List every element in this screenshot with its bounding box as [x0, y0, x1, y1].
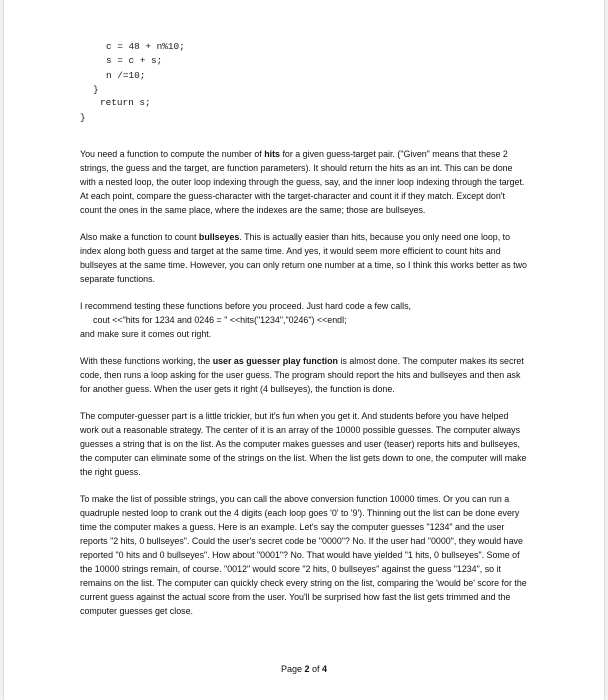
paragraph-possible-strings: To make the list of possible strings, you can call the above conversion function 10000 times. Or you can run a quadruple nested loop to crank out the 4 digits (each loop goes '0' to '9'). Thinning out the list can be done every time the computer makes a guess. Here is an example. Let's say the computer guesses "1234" and the user reports "2 hits, 0 bullseyes". Could the user's secret code be "0000"? No. If the user had "0000", they would have reported "0 hits and 0 bullseyes". How about "0001"? No. That would have yielded "1 hits, 0 bullseyes". Some of the 10000 strings remain, of course. "0012" would score "2 hits, 0 bullseyes" against the guess "1234", so it remains on the list. The computer can quickly check every string on the list, comparing the 'would be' score for the current guess against the actual score from the user. You'll be surprised how fast the list gets trimmed and the computer guesses get close.: [80, 494, 527, 616]
paragraph-text: for a given guess-target pair. ("Given" means that these 2 strings, the guess and the target, are function parameters). It should return the hits as an int. This can be done with a nested loop, the outer loop indexing through the guess, say, and the inner loop indexing through the target. At each point, compare the guess-character with the target-character and count it if they match. Except don't count the ones in the same place, where the indexes are the same; those are bullseyes.: [80, 149, 525, 215]
paragraph-text: is almost done. The computer makes its secret code, then runs a loop asking for the user guess. The program should report the hits and bullseyes and then ask for another guess. When the user gets it right (4 bullseyes), the function is done.: [80, 356, 524, 394]
current-page: 2: [304, 664, 310, 674]
code-example: cout <<"hits for 1234 and 0246 = " <<hits("1234","0246") <<endl;: [93, 315, 347, 325]
footer-text: of: [309, 664, 323, 674]
paragraph-hits: [80, 147, 528, 217]
bold-term: user as guesser play function: [212, 356, 338, 366]
page-number: [4, 664, 604, 674]
paragraph-bullseyes: [80, 230, 528, 286]
code-line: return s;: [100, 97, 151, 108]
code-line: n /=10;: [106, 70, 146, 81]
document-page: [4, 0, 604, 700]
footer-text: Page: [280, 664, 305, 674]
paragraph-text: With these functions working, the: [80, 356, 213, 366]
bold-term: hits: [264, 149, 280, 159]
total-pages: 4: [322, 664, 328, 674]
code-line: c = 48 + n%10;: [106, 41, 185, 52]
paragraph-user-guesser: [80, 354, 528, 396]
code-line: }: [93, 84, 99, 95]
paragraph-text: and make sure it comes out right.: [80, 329, 212, 339]
bold-term: bullseyes: [198, 232, 240, 242]
document-body: [80, 147, 528, 631]
paragraph-text: . This is actually easier than hits, because you only need one loop, to index along both guess and target at the same time. And yes, it would seem more efficient to count hits and bullseyes at the same time. However, you can only return one number at a time, so I think this works better as two separate functions.: [80, 232, 527, 284]
code-line: }: [80, 112, 86, 123]
paragraph-testing: [80, 299, 528, 341]
paragraph-computer-guesser: The computer-guesser part is a little trickier, but it's fun when you get it. And students before you have helped work out a reasonable strategy. The center of it is an array of the 10000 possible guesses. The computer always guesses a string that is on the list. As the computer makes guesses and user (teaser) reports hits and bullseyes, the computer can eliminate some of the strings on the list. When the list gets down to one, the computer will make the right guess.: [80, 411, 527, 477]
paragraph-text: Also make a function to count: [80, 232, 199, 242]
paragraph-text: I recommend testing these functions before you proceed. Just hard code a few calls,: [80, 301, 412, 311]
code-line: s = c + s;: [106, 55, 163, 66]
paragraph-text: You need a function to compute the number of: [80, 149, 265, 159]
